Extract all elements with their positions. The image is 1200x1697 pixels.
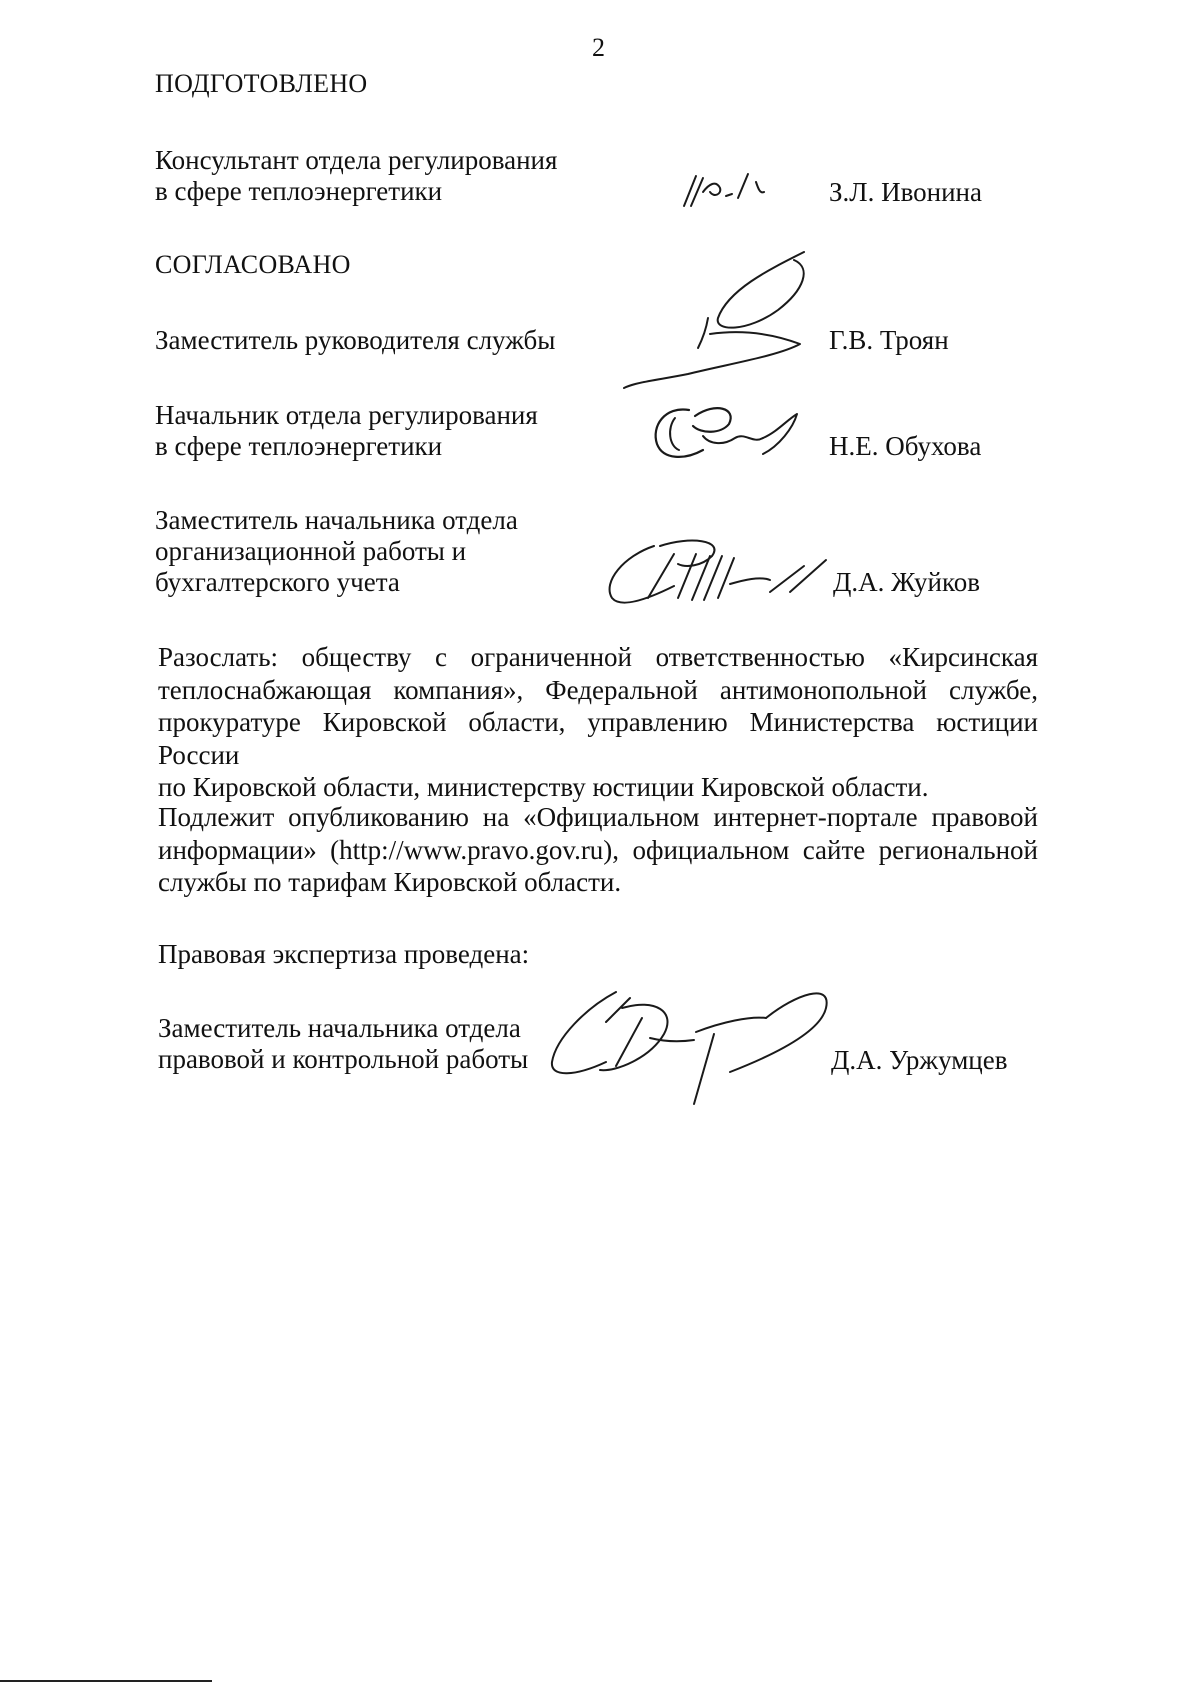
- publication-line: службы по тарифам Кировской области.: [158, 867, 622, 897]
- distribution-paragraph: [158, 641, 1038, 804]
- signer-position-line: бухгалтерского учета: [155, 567, 400, 597]
- signer-name: Д.А. Жуйков: [833, 567, 980, 597]
- publication-line: информации» (http://www.pravo.gov.ru), официальном сайте региональной: [158, 834, 1038, 865]
- signer-name: Н.Е. Обухова: [829, 431, 982, 461]
- signer-name: Г.В. Троян: [829, 325, 949, 355]
- signature-troyan: [618, 240, 828, 400]
- legal-review-position-line: правовой и контрольной работы: [158, 1044, 529, 1074]
- footer-rule: [0, 1680, 212, 1682]
- distribution-line: Разослать: обществу с ограниченной ответственностью «Кирсинская: [158, 642, 1038, 672]
- publication-line: Подлежит опубликованию на «Официальном интернет-портале правовой: [158, 802, 1038, 832]
- legal-review-position-line: Заместитель начальника отдела: [158, 1013, 521, 1043]
- page-number: 2: [592, 33, 605, 62]
- signature-urzhumtsev: [546, 978, 836, 1108]
- signature-ivonina: [676, 168, 776, 218]
- signer-position-line: Заместитель руководителя службы: [155, 325, 556, 355]
- signer-position-line: Заместитель начальника отдела: [155, 505, 518, 535]
- signer-position-line: Начальник отдела регулирования: [155, 400, 538, 430]
- legal-review-heading: Правовая экспертиза проведена:: [158, 939, 530, 969]
- distribution-line: теплоснабжающая компания», Федеральной антимонопольной службе,: [158, 674, 1038, 705]
- signer-position-line: в сфере теплоэнергетики: [155, 431, 443, 461]
- signature-zhuykov: [594, 536, 834, 616]
- prepared-position-line: Консультант отдела регулирования: [155, 145, 558, 175]
- distribution-line: по Кировской области, министерству юстиции Кировской области.: [158, 772, 929, 802]
- prepared-position-line: в сфере теплоэнергетики: [155, 176, 443, 206]
- signer-position-line: организационной работы и: [155, 536, 467, 566]
- publication-paragraph: [158, 801, 1038, 899]
- prepared-heading: ПОДГОТОВЛЕНО: [155, 69, 368, 98]
- agreed-heading: СОГЛАСОВАНО: [155, 250, 351, 279]
- distribution-line: прокуратуре Кировской области, управлению Министерства юстиции России: [158, 707, 1038, 770]
- prepared-signer-name: З.Л. Ивонина: [829, 177, 982, 207]
- legal-review-signer-name: Д.А. Уржумцев: [831, 1045, 1008, 1075]
- signature-obukhova: [645, 398, 815, 468]
